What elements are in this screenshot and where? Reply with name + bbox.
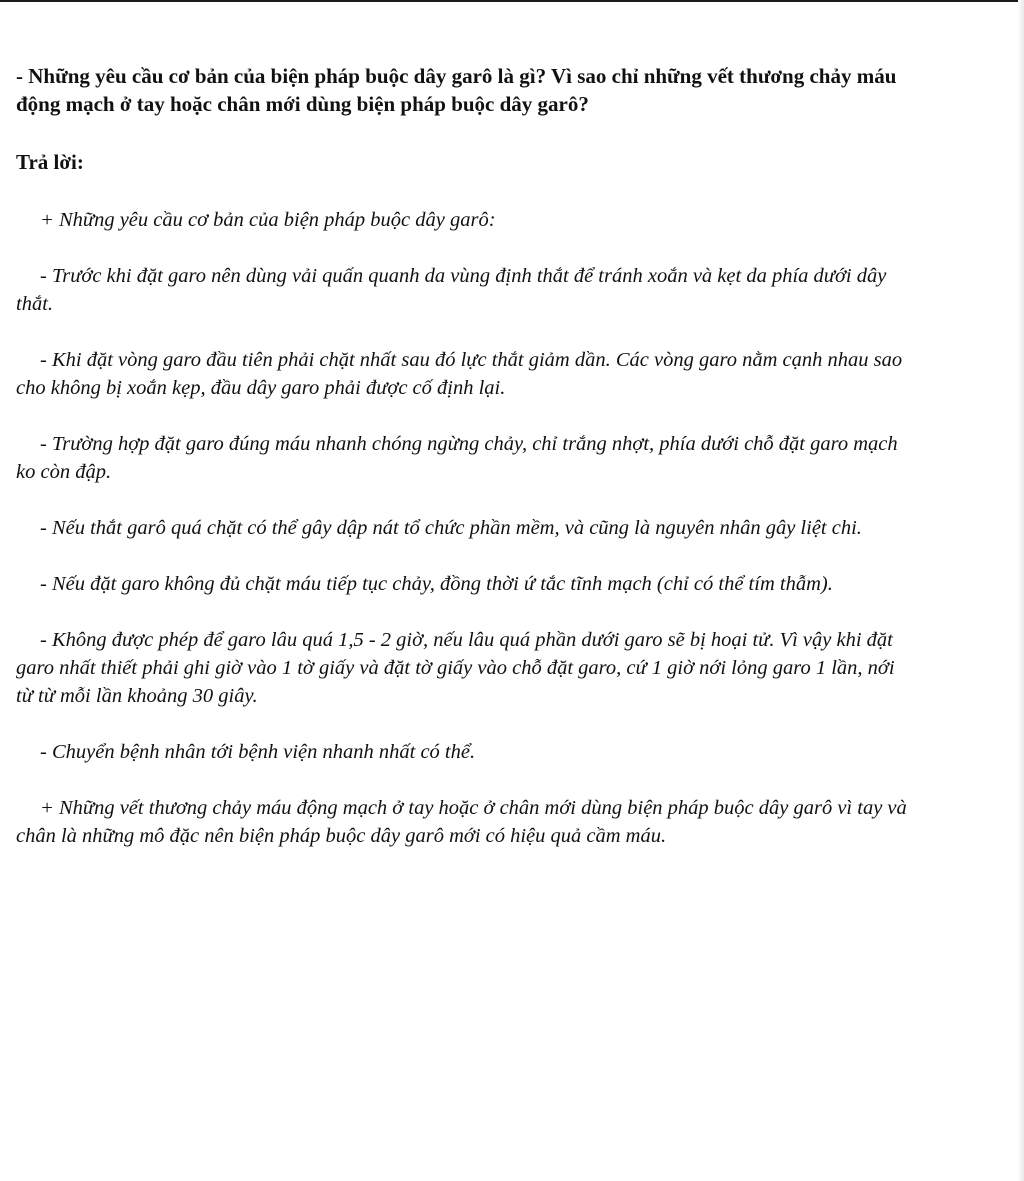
- document-body: [16, 62, 916, 878]
- answer-item-transfer-hospital: - Chuyển bệnh nhân tới bệnh viện nhanh nhất có thể.: [40, 741, 476, 763]
- question-text: - Những yêu cầu cơ bản của biện pháp buộc dây garô là gì? Vì sao chỉ những vết thương chảy máu động mạch ở tay hoặc chân mới dùng biện pháp buộc dây garô?: [16, 64, 897, 116]
- answer-item-not-tight-enough: - Nếu đặt garo không đủ chặt máu tiếp tục chảy, đồng thời ứ tắc tĩnh mạch (chỉ có thể tím thẫm).: [40, 573, 833, 595]
- answer-heading-why-limbs: + Những vết thương chảy máu động mạch ở tay hoặc ở chân mới dùng biện pháp buộc dây garô vì tay và chân là những mô đặc nên biện pháp buộc dây garô mới có hiệu quả cầm máu.: [16, 797, 907, 847]
- answer-item-correct-placement: - Trường hợp đặt garo đúng máu nhanh chóng ngừng chảy, chỉ trắng nhợt, phía dưới chỗ đặt garo mạch ko còn đập.: [16, 433, 898, 483]
- answer-item-too-tight: - Nếu thắt garô quá chặt có thể gây dập nát tổ chức phần mềm, và cũng là nguyên nhân gây liệt chi.: [40, 517, 862, 539]
- answer-item-time-limit: - Không được phép để garo lâu quá 1,5 - 2 giờ, nếu lâu quá phần dưới garo sẽ bị hoại tử. Vì vậy khi đặt garo nhất thiết phải ghi giờ vào 1 tờ giấy và đặt tờ giấy vào chỗ đặt garo, cứ 1 giờ nới lỏng garo 1 lần, nới từ từ mỗi lần khoảng 30 giây.: [16, 629, 895, 707]
- answer-label: Trả lời:: [16, 150, 84, 174]
- top-border: [0, 0, 1024, 2]
- answer-heading-requirements: + Những yêu cầu cơ bản của biện pháp buộc dây garô:: [40, 209, 496, 231]
- answer-item-first-loop-tight: - Khi đặt vòng garo đầu tiên phải chặt nhất sau đó lực thắt giảm dần. Các vòng garo nằm cạnh nhau sao cho không bị xoắn kẹp, đầu dây garo phải được cố định lại.: [16, 349, 903, 399]
- answer-item-wrap-skin: - Trước khi đặt garo nên dùng vải quấn quanh da vùng định thắt để tránh xoắn và kẹt da phía dưới dây thắt.: [16, 265, 887, 315]
- right-edge-shadow: [1018, 0, 1024, 1181]
